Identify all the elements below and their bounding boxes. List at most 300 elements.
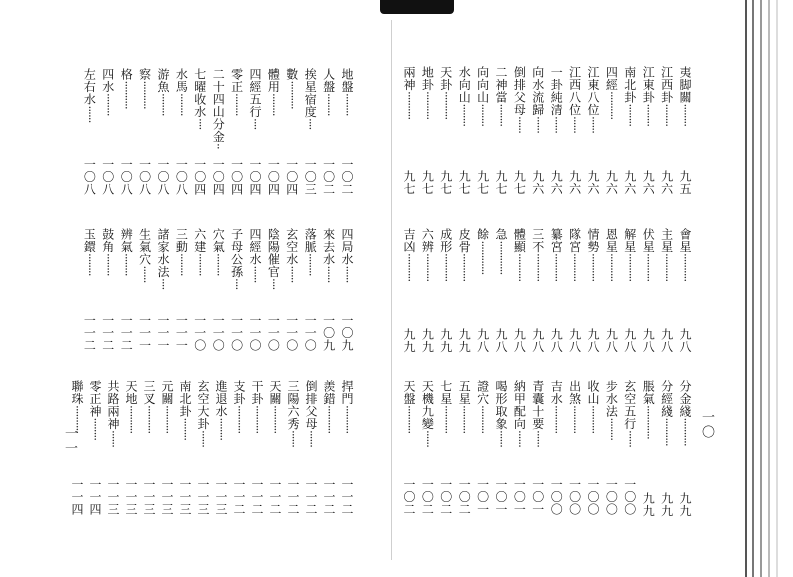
toc-page-number: 九七 — [475, 170, 490, 195]
toc-leader-dots: ······ — [586, 116, 600, 133]
toc-page-number: 九九 — [420, 328, 435, 353]
toc-leader-dots: ········ — [604, 417, 619, 441]
toc-entry-title: 體用 — [266, 68, 281, 93]
toc-page-number: 九七 — [420, 170, 435, 195]
toc-leader-dots: ········ — [321, 93, 336, 116]
toc-leader-dots: ·········· — [604, 253, 619, 282]
toc-page-number: 九八 — [604, 328, 619, 353]
toc-entry-title: 成形 — [438, 228, 453, 253]
toc-page-number: 一一〇 — [211, 314, 226, 352]
toc-leader-dots: ·········· — [70, 405, 84, 434]
toc-page-number: 九九 — [402, 328, 416, 353]
toc-entry — [124, 380, 138, 520]
toc-leader-dots: ·········· — [420, 253, 435, 282]
toc-entry-title: 收山 — [586, 380, 600, 405]
toc-entry — [174, 228, 188, 356]
toc-entry-title: 脹氣 — [641, 380, 656, 405]
book-edge-line — [776, 0, 778, 577]
toc-page-number: 一〇八 — [119, 158, 134, 196]
toc-entry-title: 格 — [119, 68, 134, 81]
toc-page-number: 一〇四 — [211, 158, 226, 196]
toc-page-number: 一一三 — [214, 478, 228, 516]
toc-leader-dots: ·········· — [641, 253, 656, 282]
toc-entry — [623, 228, 637, 356]
toc-page-number: 一〇八 — [137, 158, 152, 196]
toc-page-number: 一〇四 — [229, 158, 244, 196]
toc-entry-title: 三陽六秀 — [286, 380, 300, 430]
toc-page-number: 一一三 — [124, 478, 138, 516]
toc-entry-title: 地卦 — [420, 66, 435, 91]
toc-page-number: 一一四 — [70, 478, 84, 516]
toc-page-number: 九八 — [549, 328, 564, 353]
toc-entry-title: 挨星宿度 — [303, 68, 318, 118]
toc-entry — [476, 380, 490, 520]
toc-leader-dots: ·········· — [567, 405, 582, 434]
toc-leader-dots: ········ — [178, 417, 192, 441]
toc-page-number: 九九 — [457, 328, 472, 353]
toc-entry-title: 證穴 — [475, 380, 490, 405]
toc-page-number: 一〇八 — [82, 158, 97, 196]
toc-page-number: 九七 — [457, 170, 472, 195]
toc-entry — [549, 380, 563, 520]
toc-entry — [512, 380, 526, 520]
toc-page-number: 一〇二 — [438, 478, 453, 516]
toc-leader-dots: ········ — [214, 417, 228, 441]
toc-page-number: 一〇〇 — [586, 478, 600, 516]
toc-page-number: 九八 — [659, 328, 674, 353]
toc-entry-title: 皮骨 — [457, 228, 472, 253]
book-edge-line — [745, 0, 747, 577]
toc-entry-title: 四經五行 — [248, 68, 262, 118]
toc-entry-title: 分金綫 — [678, 380, 692, 418]
toc-entry-title: 進退水 — [214, 380, 228, 418]
toc-entry — [193, 68, 207, 200]
toc-page-number: 九六 — [604, 170, 619, 195]
toc-entry — [586, 66, 600, 198]
toc-page-number: 一〇四 — [248, 158, 262, 196]
toc-page-number: 九六 — [549, 170, 564, 195]
toc-entry — [531, 228, 545, 356]
toc-leader-dots: ······ — [549, 116, 564, 133]
toc-entry-title: 六辨 — [420, 228, 435, 253]
toc-leader-dots: ············ — [475, 240, 490, 275]
toc-entry-title: 諸家水法 — [156, 228, 170, 278]
toc-entry-title: 情勢 — [586, 228, 600, 253]
toc-page-number: 九九 — [659, 492, 674, 517]
toc-entry-title: 倒排父母 — [512, 66, 527, 116]
toc-entry — [138, 68, 152, 200]
toc-entry — [678, 66, 692, 198]
toc-entry-title: 玄空五行 — [622, 380, 637, 430]
toc-entry — [586, 380, 600, 520]
toc-entry — [457, 66, 471, 198]
toc-entry — [304, 380, 318, 520]
toc-entry-title: 江東卦 — [641, 66, 656, 104]
toc-entry — [494, 66, 508, 198]
book-edge-line — [768, 0, 770, 577]
toc-entry — [322, 68, 336, 200]
toc-page-number: 一〇一 — [494, 478, 508, 516]
toc-entry-title: 玄空大卦 — [196, 380, 210, 430]
toc-leader-dots: ············ — [494, 240, 508, 275]
toc-entry — [340, 68, 354, 200]
toc-leader-dots: ······ — [494, 430, 508, 447]
toc-entry-title: 纂宮 — [549, 228, 564, 253]
toc-leader-dots: ······ — [286, 430, 300, 447]
toc-page-number: 九六 — [586, 170, 600, 195]
toc-page-number: 一〇一 — [530, 478, 545, 516]
toc-entry — [248, 68, 262, 200]
toc-entry-title: 游魚 — [156, 68, 170, 93]
toc-entry — [196, 380, 210, 520]
toc-leader-dots: ········ — [156, 93, 170, 116]
toc-leader-dots: ·········· — [678, 253, 692, 282]
toc-entry — [439, 380, 453, 520]
toc-entry-title: 六建 — [192, 228, 207, 253]
toc-entry — [494, 380, 508, 520]
toc-entry-title: 五星 — [457, 380, 472, 405]
toc-leader-dots: ·········· — [340, 405, 354, 434]
toc-leader-dots: ······ — [567, 116, 582, 133]
toc-entry — [82, 228, 96, 356]
toc-entry-title: 納甲配向 — [512, 380, 527, 430]
toc-leader-dots: ········ — [82, 253, 97, 276]
toc-page-number: 一〇九 — [321, 314, 336, 352]
toc-page-number: 一〇〇 — [567, 478, 582, 516]
toc-page-number: 一〇八 — [156, 158, 170, 196]
toc-entry-title: 四經 — [604, 66, 619, 91]
toc-entry-title: 南北卦 — [178, 380, 192, 418]
toc-entry — [230, 68, 244, 200]
toc-entry-title: 生氣穴 — [137, 228, 152, 266]
toc-entry — [174, 68, 188, 200]
toc-entry-title: 聯珠 — [70, 380, 84, 405]
toc-entry-title: 兩神 — [402, 66, 416, 91]
toc-entry — [457, 228, 471, 356]
toc-leader-dots: ········ — [266, 93, 281, 116]
toc-entry — [340, 228, 354, 356]
toc-entry — [285, 228, 299, 356]
toc-page-number: 一〇四 — [192, 158, 207, 196]
toc-entry-title: 落脈 — [303, 228, 318, 253]
toc-leader-dots: ·········· — [438, 405, 453, 434]
toc-page-number: 一一四 — [88, 478, 102, 516]
binding-tab — [380, 0, 454, 14]
toc-entry — [214, 380, 228, 520]
toc-leader-dots: ········ — [192, 253, 207, 276]
toc-page-number: 一一一 — [156, 314, 170, 352]
toc-page-number: 一〇二 — [457, 478, 472, 516]
toc-entry-title: 步水法 — [604, 380, 619, 418]
toc-entry — [568, 380, 582, 520]
toc-entry — [156, 228, 170, 356]
toc-entry — [286, 380, 300, 520]
toc-leader-dots: ·· — [211, 143, 226, 149]
toc-entry-title: 共路兩神 — [106, 380, 120, 430]
toc-page-number: 一〇三 — [303, 158, 318, 196]
toc-entry-title: 七曜收水 — [192, 68, 207, 118]
toc-entry-title: 四局水 — [340, 228, 354, 266]
toc-leader-dots: ·········· — [402, 91, 416, 120]
toc-leader-dots: ·········· — [549, 405, 564, 434]
toc-entry-title: 零正神 — [88, 380, 102, 418]
toc-leader-dots: ·········· — [567, 253, 582, 282]
toc-page-number: 一一二 — [232, 478, 246, 516]
toc-leader-dots: ·········· — [512, 253, 527, 282]
toc-page-number: 九六 — [567, 170, 582, 195]
toc-leader-dots: ······ — [137, 265, 152, 283]
toc-page-number: 九八 — [512, 328, 527, 353]
toc-page-number: 一〇一 — [512, 478, 527, 516]
toc-page-number: 一〇九 — [340, 314, 354, 352]
toc-page-number: 一一〇 — [229, 314, 244, 352]
toc-page-number: 一〇二 — [340, 158, 354, 196]
toc-entry — [70, 380, 84, 520]
toc-entry-title: 水向山 — [457, 66, 472, 104]
toc-entry — [512, 228, 526, 356]
toc-entry-title: 青囊十要 — [530, 380, 545, 430]
toc-entry-title: 三不 — [530, 228, 545, 253]
toc-entry — [248, 228, 262, 356]
toc-entry-title: 南北卦 — [622, 66, 637, 104]
book-edge-line — [752, 0, 754, 577]
toc-entry-title: 四經水 — [248, 228, 262, 266]
toc-entry-title: 支卦 — [232, 380, 246, 405]
left-page-number: 一一 — [62, 426, 77, 456]
toc-entry — [420, 228, 434, 356]
toc-page-number: 一〇一 — [475, 478, 490, 516]
toc-entry-title: 天卦 — [438, 66, 453, 91]
toc-entry — [641, 380, 655, 520]
toc-leader-dots: ·········· — [659, 253, 674, 282]
toc-leader-dots: ········ — [340, 93, 354, 116]
toc-page-number: 一〇四 — [266, 158, 281, 196]
toc-page-number: 一一二 — [340, 478, 354, 516]
toc-leader-dots: ········ — [475, 103, 490, 127]
toc-entry — [322, 380, 336, 520]
toc-entry — [476, 66, 490, 198]
toc-leader-dots: ········ — [88, 417, 102, 441]
toc-leader-dots: ······ — [284, 265, 299, 283]
toc-leader-dots: ·········· — [402, 405, 416, 434]
toc-leader-dots: ···· — [192, 118, 207, 130]
toc-leader-dots: ······ — [304, 430, 318, 447]
toc-entry — [211, 228, 225, 356]
toc-leader-dots: ·········· — [604, 91, 619, 120]
toc-entry-title: 來去水 — [321, 228, 336, 266]
toc-entry — [604, 66, 618, 198]
toc-leader-dots: ······ — [196, 430, 210, 447]
toc-page-number: 九七 — [438, 170, 453, 195]
toc-leader-dots: ·········· — [659, 417, 674, 446]
toc-entry-title: 吉水 — [549, 380, 564, 405]
toc-page-number: 九九 — [438, 328, 453, 353]
toc-entry — [119, 228, 133, 356]
toc-entry — [285, 68, 299, 200]
toc-page-number: 一〇八 — [174, 158, 189, 196]
toc-entry — [322, 228, 336, 356]
toc-leader-dots: ·········· — [284, 80, 299, 109]
toc-page-number: 九八 — [622, 328, 637, 353]
toc-entry-title: 鼓角 — [100, 228, 115, 253]
toc-entry — [101, 228, 115, 356]
toc-page-number: 九七 — [512, 170, 527, 195]
toc-leader-dots: ···· — [156, 278, 170, 290]
toc-entry — [623, 66, 637, 198]
toc-page-number: 九六 — [530, 170, 545, 195]
toc-leader-dots: ···· — [229, 278, 244, 290]
toc-entry-title: 解星 — [622, 228, 637, 253]
toc-entry-title: 江西八位 — [567, 66, 582, 116]
toc-entry — [641, 66, 655, 198]
toc-entry — [88, 380, 102, 520]
toc-page-number: 九七 — [402, 170, 416, 195]
toc-entry — [402, 66, 416, 198]
toc-entry-title: 出煞 — [567, 380, 582, 405]
toc-leader-dots: ········ — [303, 253, 318, 276]
toc-entry — [266, 68, 280, 200]
toc-leader-dots: ········ — [174, 93, 189, 116]
toc-entry — [531, 66, 545, 198]
toc-entry — [641, 228, 655, 356]
toc-page-number: 一〇二 — [420, 478, 435, 516]
toc-leader-dots: ········ — [494, 103, 508, 127]
toc-entry — [340, 380, 354, 520]
toc-entry — [660, 380, 674, 520]
toc-leader-dots: ·········· — [549, 253, 564, 282]
toc-page-number: 一一二 — [286, 478, 300, 516]
toc-entry — [160, 380, 174, 520]
toc-leader-dots: ·········· — [586, 405, 600, 434]
toc-entry-title: 玄空水 — [284, 228, 299, 266]
toc-leader-dots: ·········· — [530, 253, 545, 282]
toc-leader-dots: ·········· — [586, 253, 600, 282]
toc-entry — [568, 66, 582, 198]
toc-leader-dots: ·········· — [119, 80, 134, 109]
toc-leader-dots: ······ — [512, 430, 527, 447]
toc-leader-dots: ·········· — [268, 405, 282, 434]
toc-page-number: 一〇〇 — [549, 478, 564, 516]
toc-entry — [402, 228, 416, 356]
right-page-number: 一〇 — [699, 410, 714, 440]
toc-entry — [250, 380, 264, 520]
toc-entry-title: 天盤 — [402, 380, 416, 405]
toc-entry-title: 零正 — [229, 68, 244, 93]
toc-entry — [232, 380, 246, 520]
toc-entry-title: 水馬 — [174, 68, 189, 93]
toc-entry-title: 主星 — [659, 228, 674, 253]
toc-entry — [660, 228, 674, 356]
toc-entry-title: 吉凶 — [402, 228, 416, 253]
toc-leader-dots: ·········· — [250, 405, 264, 434]
toc-entry-title: 分經綫 — [659, 380, 674, 418]
toc-leader-dots: ······ — [340, 265, 354, 283]
toc-entry-title: 江東八位 — [586, 66, 600, 116]
toc-entry — [439, 228, 453, 356]
toc-entry-title: 二神當 — [494, 66, 508, 104]
toc-entry-title: 四水 — [100, 68, 115, 93]
toc-page-number: 一一三 — [106, 478, 120, 516]
toc-entry-title: 隊宮 — [567, 228, 582, 253]
toc-leader-dots: ······ — [321, 265, 336, 283]
toc-page-number: 一一〇 — [248, 314, 262, 352]
toc-entry-title: 向向山 — [475, 66, 490, 104]
toc-page-number: 一一二 — [268, 478, 282, 516]
toc-page-number: 一一一 — [174, 314, 189, 352]
toc-entry-title: 捍門 — [340, 380, 354, 405]
toc-entry — [420, 380, 434, 520]
toc-leader-dots: ······ — [106, 430, 120, 447]
toc-leader-dots: ·········· — [137, 80, 152, 109]
toc-leader-dots: ······ — [530, 430, 545, 447]
toc-entry-title: 穴氣 — [211, 228, 226, 253]
toc-page-number: 九八 — [530, 328, 545, 353]
toc-entry — [549, 66, 563, 198]
toc-page-number: 九八 — [567, 328, 582, 353]
toc-leader-dots: ······ — [512, 116, 527, 133]
toc-entry-title: 二十四山分金 — [211, 68, 226, 143]
toc-page-number: 一〇二 — [321, 158, 336, 196]
toc-leader-dots: ······ — [530, 116, 545, 133]
toc-leader-dots: ·········· — [420, 91, 435, 120]
toc-page-number: 一〇四 — [284, 158, 299, 196]
toc-entry — [266, 228, 280, 356]
toc-leader-dots: ········ — [457, 103, 472, 127]
toc-entry — [268, 380, 282, 520]
toc-leader-dots: ·········· — [124, 405, 138, 434]
toc-entry-title: 人盤 — [321, 68, 336, 93]
toc-entry — [138, 228, 152, 356]
toc-entry-title: 察 — [137, 68, 152, 81]
toc-leader-dots: ·········· — [438, 91, 453, 120]
toc-leader-dots: ······ — [248, 265, 262, 283]
toc-page-number: 九六 — [641, 170, 656, 195]
toc-leader-dots: ·········· — [457, 253, 472, 282]
toc-entry-title: 會星 — [678, 228, 692, 253]
toc-entry — [119, 68, 133, 200]
toc-entry — [303, 68, 317, 200]
toc-leader-dots: ·········· — [142, 405, 156, 434]
toc-page-number: 一〇八 — [100, 158, 115, 196]
toc-entry — [178, 380, 192, 520]
toc-entry-title: 陰陽催官 — [266, 228, 281, 278]
toc-entry-title: 七星 — [438, 380, 453, 405]
toc-entry-title: 左右水 — [82, 68, 97, 106]
toc-entry-title: 恩星 — [604, 228, 619, 253]
toc-entry-title: 喝形取象 — [494, 380, 508, 430]
toc-entry-title: 元關 — [160, 380, 174, 405]
toc-page-number: 九六 — [659, 170, 674, 195]
toc-page-number: 九八 — [641, 328, 656, 353]
toc-entry-title: 數 — [284, 68, 299, 81]
toc-leader-dots: ·········· — [322, 405, 336, 434]
toc-page-number: 一一三 — [178, 478, 192, 516]
toc-page-number: 一〇〇 — [604, 478, 619, 516]
toc-page-number: 九九 — [678, 492, 692, 517]
toc-page-number: 一一〇 — [303, 314, 318, 352]
toc-leader-dots: ······ — [420, 430, 435, 447]
toc-entry — [420, 66, 434, 198]
toc-entry-title: 干卦 — [250, 380, 264, 405]
toc-page-number: 一一〇 — [266, 314, 281, 352]
toc-entry — [230, 228, 244, 356]
toc-entry — [439, 66, 453, 198]
toc-page-number: 九九 — [641, 492, 656, 517]
toc-page-number: 九八 — [475, 328, 490, 353]
toc-leader-dots: ········ — [659, 103, 674, 127]
toc-entry-title: 三動 — [174, 228, 189, 253]
toc-leader-dots: ·········· — [402, 253, 416, 282]
